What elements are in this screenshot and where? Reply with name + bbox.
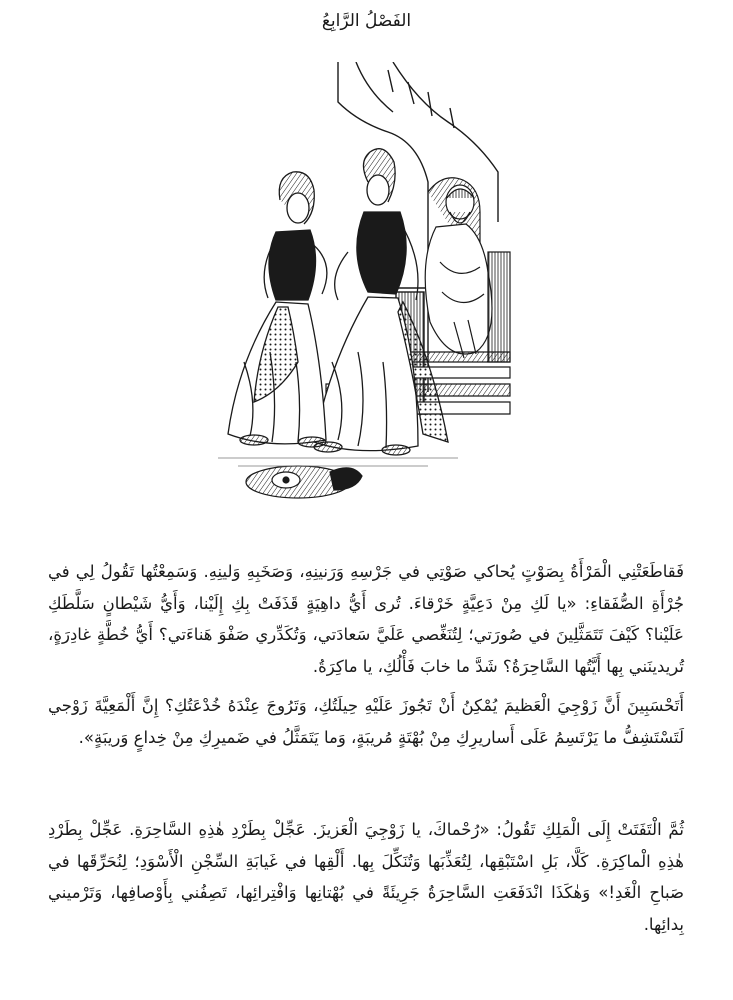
chapter-title: الفَصْلُ الرَّابِعُ <box>321 11 412 31</box>
floor-lines <box>218 458 458 466</box>
paragraph-3 <box>48 814 684 940</box>
paragraph-2 <box>48 690 684 753</box>
king-figure <box>425 178 510 362</box>
two-women-before-king <box>218 62 520 512</box>
paragraph-3-text: ثُمَّ الْتَفَتَتْ إِلَى الْمَلِكِ تَقُولُ: «رُحْماكَ، يا زَوْجِيَ الْعَزيزَ. عَجِّلْ بِطَرْدِ هٰذِهِ السَّاحِرَةِ. عَجِّلْ بِطَرْدِ هٰذِهِ الْماكِرَةِ. كَلَّا، بَلِ اسْتَبْقِها، لِتُعَذِّبَها وَتُنَكِّلَ بِها. أَلْقِها في غَيابَةِ السِّجْنِ الْأَسْوَدِ؛ لِنُحَرِّقَها في صَباحِ الْغَدِ!» وَهٰكَذَا انْدَفَعَتِ السَّاحِرَةُ جَرِيئَةً في بُهْتانِها وَافْتِرائِها، تَصِفُني بِأَوْصافِها، وَتَرْميني بِدائِها. <box>48 820 684 934</box>
floor-bundle <box>246 466 362 498</box>
paragraph-2-text: أَتَحْسَبِينَ أَنَّ زَوْجِيَ الْعَظيمَ يُمْكِنُ أَنْ تَجُوزَ عَلَيْهِ حِيلَتُكِ، وَتَرُوجَ عِنْدَهُ خُدْعَتُكِ؟ إِنَّ أَلْمَعِيَّةَ زَوْجي لَتَسْتَشِفُّ ما يَرْتَسِمُ عَلَى أَساريرِكِ مِنْ بُهْتَةٍ مُريبَةٍ، وَما يَتَمَثَّلُ في ضَميرِكِ مِنْ خِداعٍ وَريبَةٍ». <box>48 696 684 747</box>
paragraph-1-text: فَقاطَعَتْنِي الْمَرْأَةُ بِصَوْتٍ يُحاكي صَوْتِي في جَرْسِهِ وَرَنينِهِ، وَصَخَبِهِ وَلينِهِ. وَسَمِعْتُها تَقُولُ لِي في جُرْأَةِ الصُّفَقاءِ: «يا لَكِ مِنْ دَعِيَّةٍ خَرْقاءَ. تُرى أَيُّ داهِيَةٍ قَذَفَتْ بِكِ إِلَيْنا، وَأَيُّ شَيْطانٍ سَلَّطَكِ عَلَيْنا؟ كَيْفَ تَتَمَثَّلِينَ في صُورَتي؛ لِتُنَغِّصي عَلَيَّ سَعادَتي، وَتُكَدِّري صَفْوَ هَناءَتي؟ أَيُّ خُطَّةٍ غادِرَةٍ، تُريدينَني بِها أَيَّتُها السَّاحِرَةُ؟ شَدَّ ما خابَ فَأْلُكِ، يا ماكِرَةُ. <box>48 562 684 676</box>
paragraph-1 <box>48 556 684 682</box>
woman-left <box>228 172 327 447</box>
